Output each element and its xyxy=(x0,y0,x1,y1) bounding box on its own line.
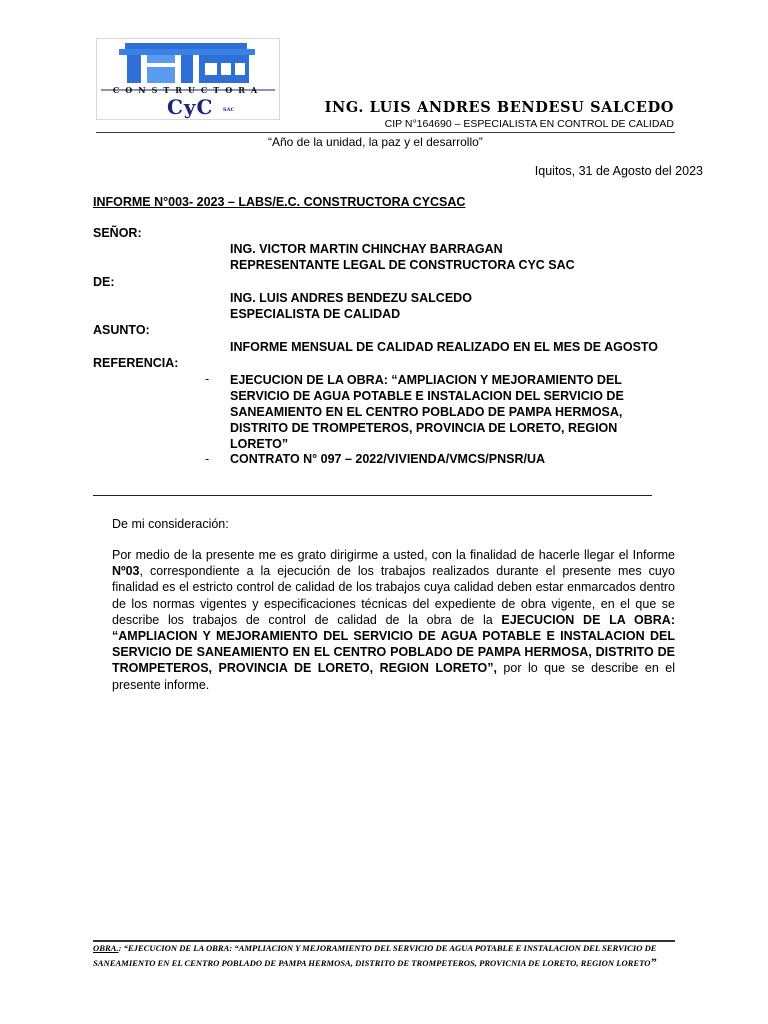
reference-contrato: CONTRATO N° 097 – 2022/VIVIENDA/VMCS/PNSR/UA xyxy=(230,452,546,466)
header-divider xyxy=(96,132,675,133)
engineer-name: ING. LUIS ANDRES BENDESU SALCEDO xyxy=(324,99,674,116)
bullet-marker: - xyxy=(205,372,210,386)
company-logo xyxy=(96,38,280,120)
informe-number: Nº03 xyxy=(112,564,140,579)
cip-line: CIP N°164690 – ESPECIALISTA EN CONTROL DE CALIDAD xyxy=(384,118,674,130)
asunto-value: INFORME MENSUAL DE CALIDAD REALIZADO EN EL MES DE AGOSTO xyxy=(230,340,659,354)
referencia-label: REFERENCIA: xyxy=(93,356,179,370)
logo-brand-text: CyC xyxy=(167,95,214,119)
logo-suffix-text: SAC xyxy=(223,107,235,113)
de-label: DE: xyxy=(93,275,115,289)
recipient-role: REPRESENTANTE LEGAL DE CONSTRUCTORA CYC SAC xyxy=(230,258,575,272)
footer-closing-quote: ” xyxy=(650,955,657,969)
report-title: INFORME N°003- 2023 – LABS/E.C. CONSTRUCTORA CYCSAC xyxy=(93,195,466,209)
paragraph-text: , correspondiente a la ejecución de los trabajos realizados durante el presente mes cuyo finalidad es el estricto control de calidad de los trabajos cuya calidad deben estar enmarcados dentro de los normas vigentes y especificaciones técnicas del expediente de obra vigente, en el que se describe los trabajos de control de calidad de la obra de la xyxy=(112,564,675,627)
footer-obra-label: OBRA. xyxy=(93,943,119,953)
bullet-marker: - xyxy=(205,452,210,466)
logo-top-text: CONSTRUCTORA xyxy=(112,85,264,95)
paragraph-text: Por medio de la presente me es grato dirigirme a usted, con la finalidad de hacerle llegar el Informe xyxy=(112,548,675,562)
sender-name: ING. LUIS ANDRES BENDEZU SALCEDO xyxy=(230,291,472,305)
greeting: De mi consideración: xyxy=(112,517,229,531)
paragraph-text: por lo que se describe en el presente informe. xyxy=(112,661,675,692)
year-motto: “Año de la unidad, la paz y el desarrollo” xyxy=(268,135,483,149)
asunto-label: ASUNTO: xyxy=(93,323,150,337)
date-line: Iquitos, 31 de Agosto del 2023 xyxy=(534,164,703,178)
obra-title: EJECUCION DE LA OBRA: “AMPLIACION Y MEJORAMIENTO DEL SERVICIO DE AGUA POTABLE E INSTALACION DEL SERVICIO DE SANEAMIENTO EN EL CENTRO POBLADO DE PAMPA HERMOSA, DISTRITO DE TROMPETEROS, PROVINCIA DE LORETO, REGION LORETO”, xyxy=(112,612,675,676)
body-paragraph xyxy=(112,547,675,693)
section-separator xyxy=(93,495,652,496)
senor-label: SEÑOR: xyxy=(93,226,142,240)
sender-role: ESPECIALISTA DE CALIDAD xyxy=(230,307,401,321)
footer-note xyxy=(93,941,683,970)
reference-obra: EJECUCION DE LA OBRA: “AMPLIACION Y MEJORAMIENTO DEL SERVICIO DE AGUA POTABLE E INSTALACION DEL SERVICIO DE SANEAMIENTO EN EL CENTRO POBLADO DE PAMPA HERMOSA, DISTRITO DE TROMPETEROS, PROVINCIA DE LORETO, REGION LORETO” xyxy=(230,373,624,451)
footer-text: : “EJECUCION DE LA OBRA: “AMPLIACION Y MEJORAMIENTO DEL SERVICIO DE AGUA POTABLE E INSTALACION DEL SERVICIO DE SANEAMIENTO EN EL CENTRO POBLADO DE PAMPA HERMOSA, DISTRITO DE TROMPETEROS, PROVICNIA DE LORETO, REGION LORETO xyxy=(93,943,657,968)
recipient-name: ING. VICTOR MARTIN CHINCHAY BARRAGAN xyxy=(230,242,503,256)
